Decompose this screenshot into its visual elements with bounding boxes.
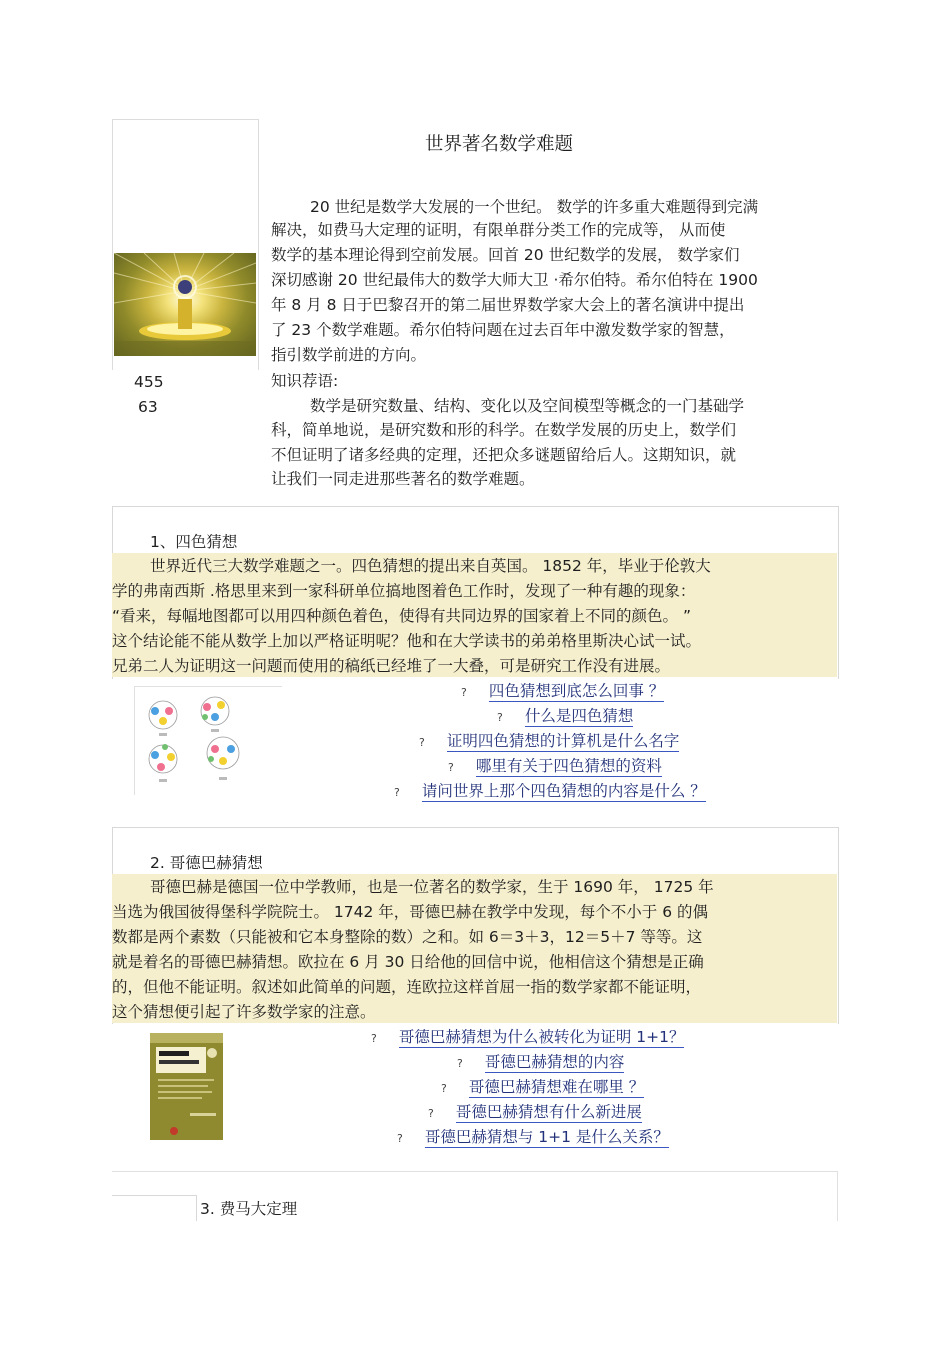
bullet-icon: ? (461, 686, 467, 699)
knowledge-label: 知识荐语: (271, 372, 339, 390)
goldbach-book-cover-image (150, 1033, 223, 1140)
section-line: 哥德巴赫是德国一位中学教师，也是一位著名的数学家，生于 1690 年， 1725 年 (150, 878, 714, 896)
section-heading: 1、四色猜想 (150, 533, 238, 551)
four-color-diagram-image (134, 686, 282, 795)
section-line: 兄弟二人为证明这一问题而使用的稿纸已经堆了一大叠，可是研究工作没有进展。 (112, 657, 671, 675)
question-link[interactable]: 哥德巴赫猜想与 1+1 是什么关系？ (424, 1128, 669, 1146)
question-item[interactable] (461, 680, 664, 704)
question-link[interactable]: 哥德巴赫猜想的内容 (484, 1053, 625, 1071)
section-line: 就是着名的哥德巴赫猜想。欧拉在 6 月 30 日给他的回信中说，他相信这个猜想是正确 (112, 953, 704, 971)
intro-line: 了 23 个数学难题。希尔伯特问题在过去百年中激发数学家的智慧， (271, 321, 735, 339)
question-link[interactable]: 哥德巴赫猜想为什么被转化为证明 1+1？ (398, 1028, 685, 1046)
section-line: “看来，每幅地图都可以用四种颜色着色，使得有共同边界的国家着上不同的颜色。 ” (112, 607, 691, 625)
section-line: 当选为俄国彼得堡科学院院士。 1742 年，哥德巴赫在教学中发现，每个不小于 6 的偶 (112, 903, 709, 921)
question-link[interactable]: 四色猜想到底怎么回事 ？ (488, 682, 665, 700)
section-line: 学的弗南西斯 .格思里来到一家科研单位搞地图着色工作时，发现了一种有趣的现象： (112, 582, 696, 600)
intro-line: 解决，如费马大定理的证明，有限单群分类工作的完成等， 从而使 (271, 221, 726, 239)
section-divider (112, 1171, 837, 1172)
bullet-icon: ? (448, 761, 454, 774)
section-line: 这个结论能不能从数学上加以严格证明呢？他和在大学读书的弟弟格里斯决心试一试。 (112, 632, 702, 650)
bullet-icon: ? (397, 1132, 403, 1145)
question-item[interactable] (497, 705, 633, 729)
intro-line: 20 世纪是数学大发展的一个世纪。 数学的许多重大难题得到完满 (310, 198, 759, 216)
question-item[interactable] (448, 755, 662, 779)
intro-line: 年 8 月 8 日于巴黎召开的第二届世界数学家大会上的著名演讲中提出 (271, 296, 745, 314)
section-line: 世界近代三大数学难题之一。四色猜想的提出来自英国。 1852 年，毕业于伦敦大 (150, 557, 711, 575)
section-line: 这个猜想便引起了许多数学家的注意。 (112, 1003, 376, 1021)
section-heading: 2. 哥德巴赫猜想 (150, 854, 263, 872)
question-link[interactable]: 请问世界上那个四色猜想的内容是什么 ？ (421, 782, 706, 800)
knowledge-line: 科，简单地说，是研究数和形的科学。在数学发展的历史上，数学们 (271, 421, 737, 439)
bullet-icon: ? (371, 1032, 377, 1045)
section-border (837, 1171, 838, 1221)
knowledge-line: 让我们一同走进那些著名的数学难题。 (271, 470, 535, 488)
question-link[interactable]: 哥德巴赫猜想有什么新进展 (455, 1103, 642, 1121)
bullet-icon: ? (497, 711, 503, 724)
bullet-icon: ? (394, 786, 400, 799)
question-item[interactable] (397, 1126, 669, 1150)
cell-border (112, 1195, 197, 1196)
section-line: 数都是两个素数（只能被和它本身整除的数）之和。如 6＝3＋3，12＝5＋7 等等。这 (112, 928, 703, 946)
page-title: 世界著名数学难题 (425, 134, 574, 155)
question-link[interactable]: 哥德巴赫猜想难在哪里 ？ (468, 1078, 645, 1096)
bullet-icon: ? (457, 1057, 463, 1070)
question-item[interactable] (457, 1051, 624, 1075)
bullet-icon: ? (419, 736, 425, 749)
bullet-icon: ? (441, 1082, 447, 1095)
knowledge-line: 数学是研究数量、结构、变化以及空间模型等概念的一门基础学 (310, 397, 745, 415)
section-heading: 3. 费马大定理 (200, 1200, 298, 1218)
question-item[interactable] (394, 780, 706, 804)
cell-border (196, 1195, 197, 1221)
question-link[interactable]: 哪里有关于四色猜想的资料 (475, 757, 662, 775)
side-number-1: 455 (134, 373, 164, 391)
question-item[interactable] (419, 730, 679, 754)
question-link[interactable]: 什么是四色猜想 (524, 707, 634, 725)
question-item[interactable] (371, 1026, 684, 1050)
intro-line: 深切感谢 20 世纪最伟大的数学大师大卫 ·希尔伯特。希尔伯特在 1900 (271, 271, 758, 289)
intro-line: 指引数学前进的方向。 (271, 346, 427, 364)
decorative-golden-image (114, 253, 256, 356)
question-link[interactable]: 证明四色猜想的计算机是什么名字 (446, 732, 680, 750)
section-line: 的，但他不能证明。叙述如此简单的问题，连欧拉这样首屈一指的数学家都不能证明， (112, 978, 702, 996)
knowledge-line: 不但证明了诸多经典的定理，还把众多谜题留给后人。这期知识，就 (271, 446, 737, 464)
side-number-2: 63 (138, 398, 158, 416)
question-item[interactable] (441, 1076, 644, 1100)
bullet-icon: ? (428, 1107, 434, 1120)
intro-line: 数学的基本理论得到空前发展。回首 20 世纪数学的发展， 数学家们 (271, 246, 740, 264)
question-item[interactable] (428, 1101, 642, 1125)
